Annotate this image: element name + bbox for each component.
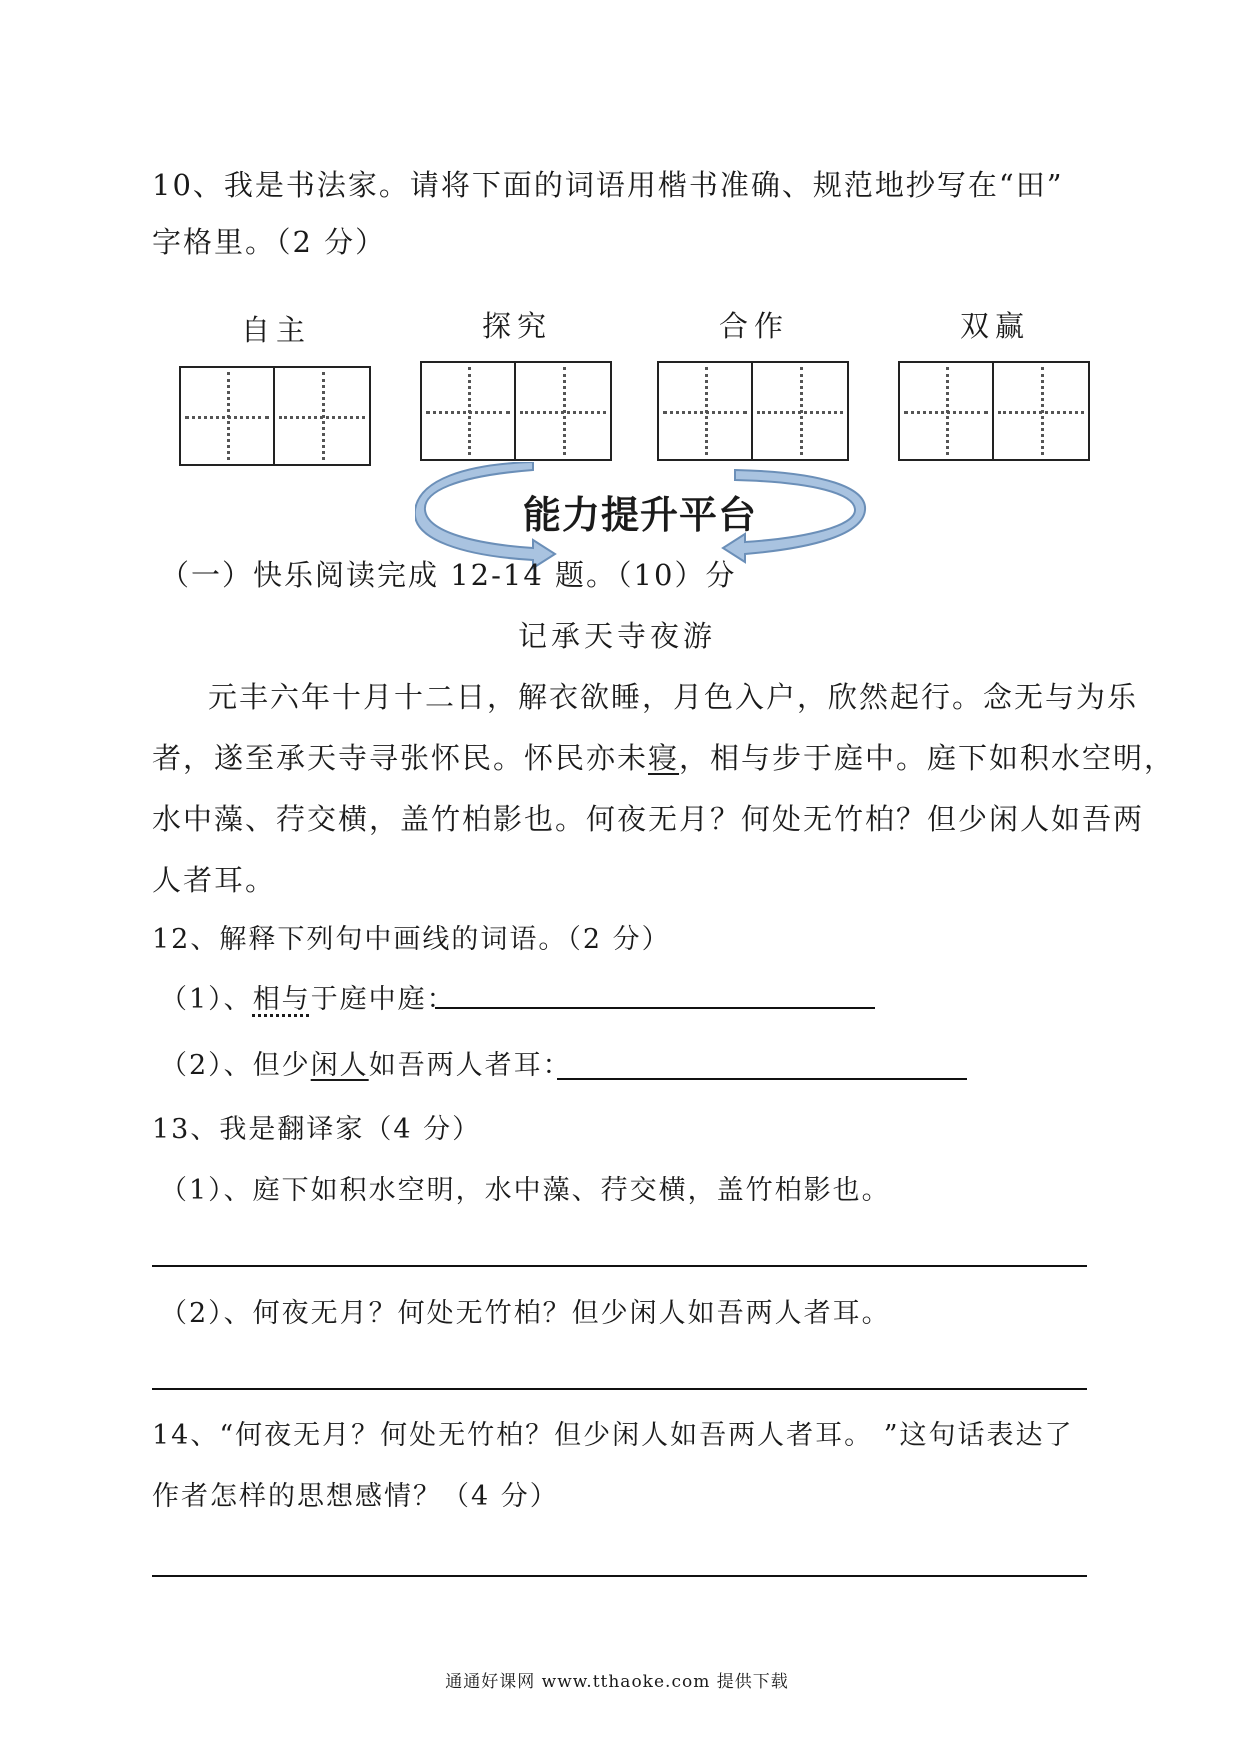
q12-item1-rest: 于庭中庭：	[310, 984, 456, 1015]
q12-answer-line-2[interactable]	[557, 1078, 967, 1080]
tianzige-grid-3[interactable]	[657, 361, 849, 461]
q10-line2: 字格里。（2 分）	[152, 225, 387, 259]
grid-cell[interactable]	[422, 363, 516, 459]
grid-cell[interactable]	[181, 368, 275, 464]
footer-download-note: 通通好课网 www.tthaoke.com 提供下载	[445, 1672, 789, 1692]
underlined-word-qin: 寝	[648, 741, 680, 775]
grid-cell[interactable]	[659, 363, 753, 459]
q14-answer-rule[interactable]	[152, 1575, 1087, 1577]
passage-line-3: 水中藻、荇交横，盖竹柏影也。何夜无月？何处无竹柏？但少闲人如吾两	[152, 802, 1145, 836]
q13-answer-rule-1[interactable]	[152, 1265, 1087, 1267]
passage-line-2b: ，相与步于庭中。庭下如积水空明，	[679, 741, 1176, 775]
q13-heading: 13、我是翻译家（4 分）	[152, 1114, 482, 1145]
underlined-word-xianren: 闲人	[310, 1050, 369, 1081]
q12-item1-prefix: （1）、	[160, 984, 253, 1015]
word-label-3: 合作	[718, 309, 789, 343]
q12-item2	[160, 1046, 572, 1086]
grid-cell[interactable]	[275, 368, 369, 464]
grid-cell[interactable]	[900, 363, 994, 459]
q13-item2: （2）、何夜无月？何处无竹柏？但少闲人如吾两人者耳。	[160, 1298, 891, 1329]
q13-item1: （1）、庭下如积水空明，水中藻、荇交横，盖竹柏影也。	[160, 1175, 891, 1206]
passage-line-1: 元丰六年十月十二日，解衣欲睡，月色入户，欣然起行。念无与为乐	[208, 680, 1139, 714]
grid-cell[interactable]	[994, 363, 1088, 459]
q14-line2: 作者怎样的思想感情？（4 分）	[152, 1481, 559, 1512]
tianzige-grid-1[interactable]	[179, 366, 371, 466]
passage-line-2	[152, 738, 1175, 778]
passage-line-4: 人者耳。	[152, 863, 277, 897]
grid-cell[interactable]	[516, 363, 610, 459]
q12-heading: 12、解释下列句中画线的词语。（2 分）	[152, 924, 671, 955]
reading-heading: （一）快乐阅读完成 12-14 题。（10）分	[160, 558, 737, 592]
word-label-2: 探究	[481, 309, 552, 343]
q12-item2-rest: 如吾两人者耳：	[368, 1050, 572, 1081]
q13-answer-rule-2[interactable]	[152, 1388, 1087, 1390]
passage-line-2a: 者，遂至承天寺寻张怀民。怀民亦未	[152, 741, 649, 775]
word-label-1: 自主	[240, 313, 311, 347]
passage-title: 记承天寺夜游	[517, 619, 716, 653]
q12-item2-prefix: （2）、但少	[160, 1050, 311, 1081]
tianzige-grid-4[interactable]	[898, 361, 1090, 461]
banner-title: 能力提升平台	[522, 493, 757, 537]
q12-item1	[160, 980, 456, 1020]
tianzige-grid-2[interactable]	[420, 361, 612, 461]
underlined-word-xiangyu: 相与	[252, 984, 311, 1015]
q10-line1: 10、我是书法家。请将下面的词语用楷书准确、规范地抄写在“田”	[152, 168, 1064, 202]
q14-line1: 14、“何夜无月？何处无竹柏？但少闲人如吾两人者耳。 ”这句话表达了	[152, 1420, 1074, 1451]
grid-cell[interactable]	[753, 363, 847, 459]
word-label-4: 双赢	[959, 309, 1030, 343]
q12-answer-line-1[interactable]	[435, 1007, 875, 1009]
